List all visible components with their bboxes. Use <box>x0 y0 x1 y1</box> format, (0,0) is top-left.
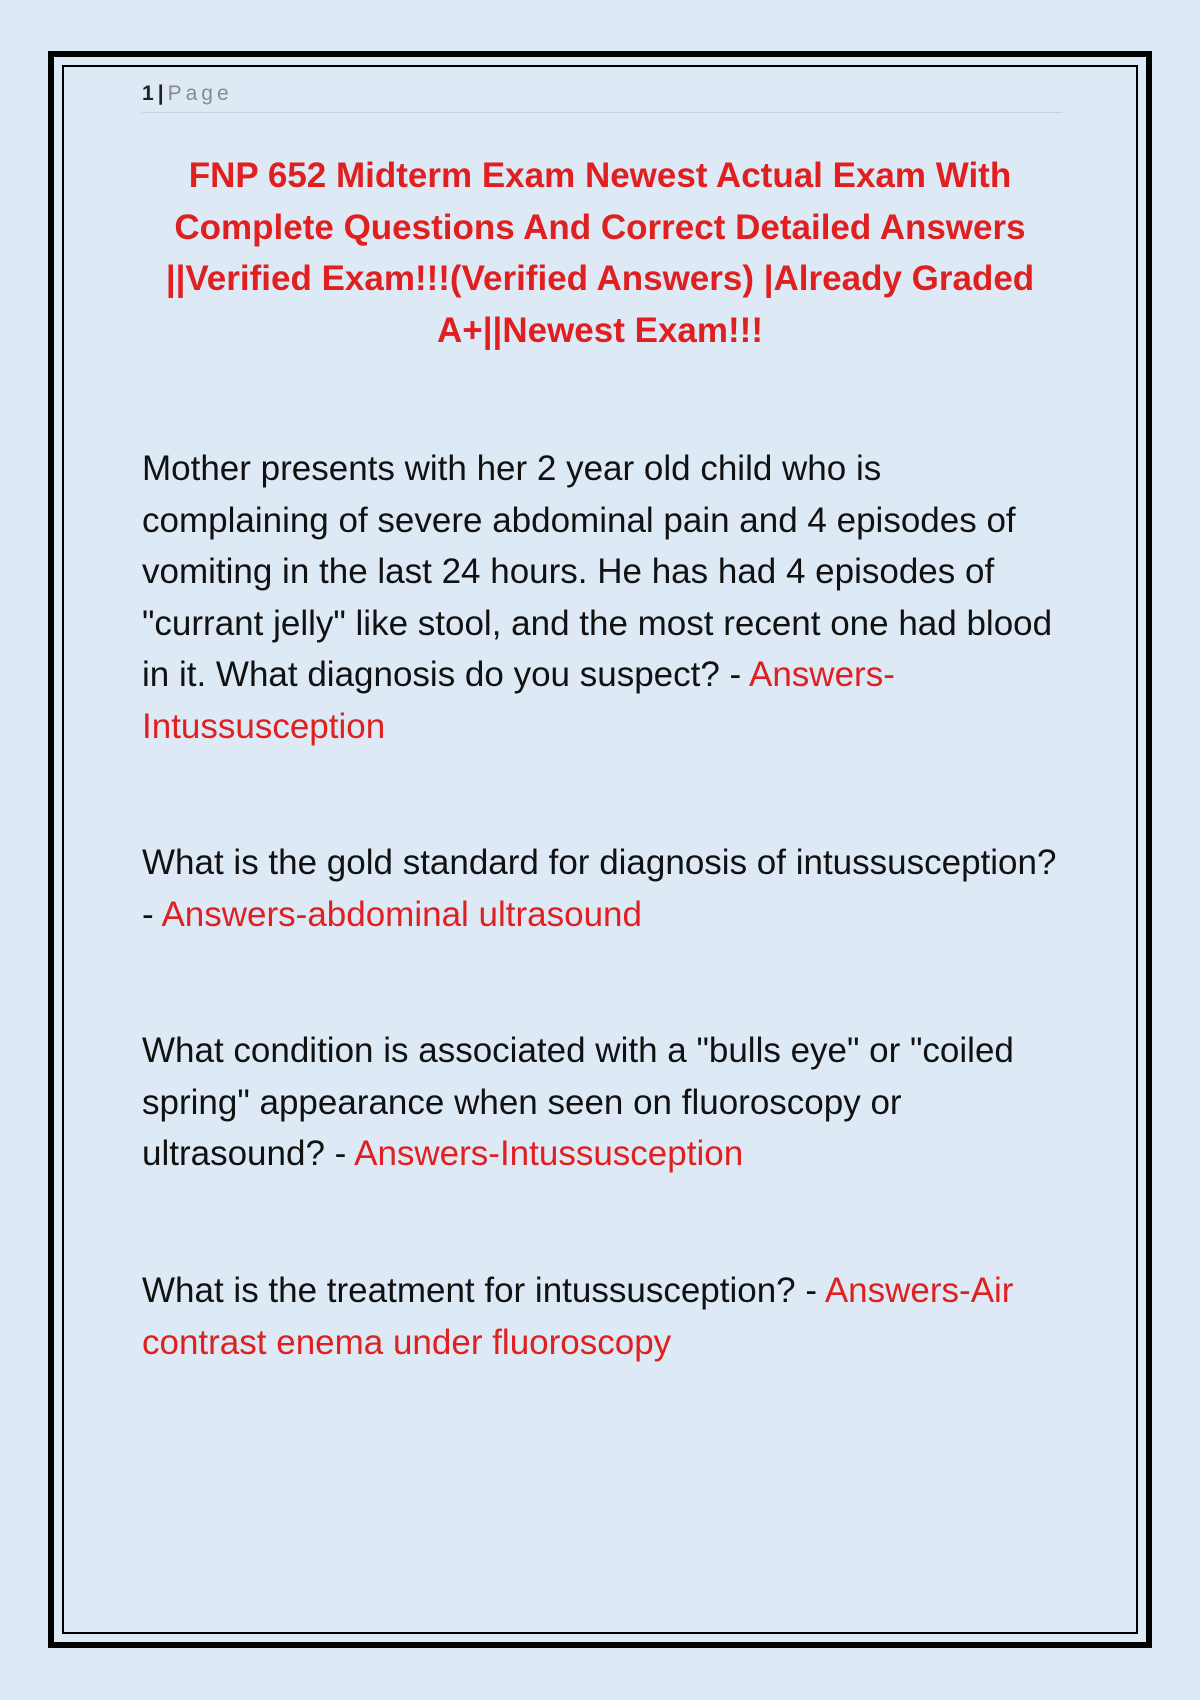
question-text: What is the treatment for intussusception? - <box>142 1271 825 1310</box>
page-header <box>142 80 1062 113</box>
qa-item <box>142 1265 1062 1368</box>
question-text: What condition is associated with a "bulls eye" or "coiled spring" appearance when seen on fluoroscopy or ultrasound? - <box>142 1031 1014 1173</box>
page-number: 1 <box>142 82 154 105</box>
answer-text: Answers-Intussusception <box>354 1134 744 1173</box>
qa-item <box>142 443 1062 752</box>
question-text: What is the gold standard for diagnosis of intussusception? - <box>142 843 1057 934</box>
qa-item <box>142 837 1062 940</box>
question-text: Mother presents with her 2 year old child who is complaining of severe abdominal pain and 4 episodes of vomiting in the last 24 hours. He has had 4 episodes of "currant jelly" like stool, and the most recent one had blood in it. What diagnosis do you suspect? - <box>142 449 1053 694</box>
answer-text: Answers-Intussusception <box>142 655 895 746</box>
page-separator: | <box>157 82 164 105</box>
answer-text: Answers-Air contrast enema under fluoroscopy <box>142 1271 1014 1362</box>
document-title: FNP 652 Midterm Exam Newest Actual Exam With Complete Questions And Correct Detailed Answers ||Verified Exam!!!(Verified Answers) |Already Graded A+||Newest Exam!!! <box>165 156 1035 350</box>
page-label: Page <box>167 82 233 105</box>
answer-text: Answers-abdominal ultrasound <box>161 894 642 934</box>
qa-item <box>142 1025 1062 1180</box>
